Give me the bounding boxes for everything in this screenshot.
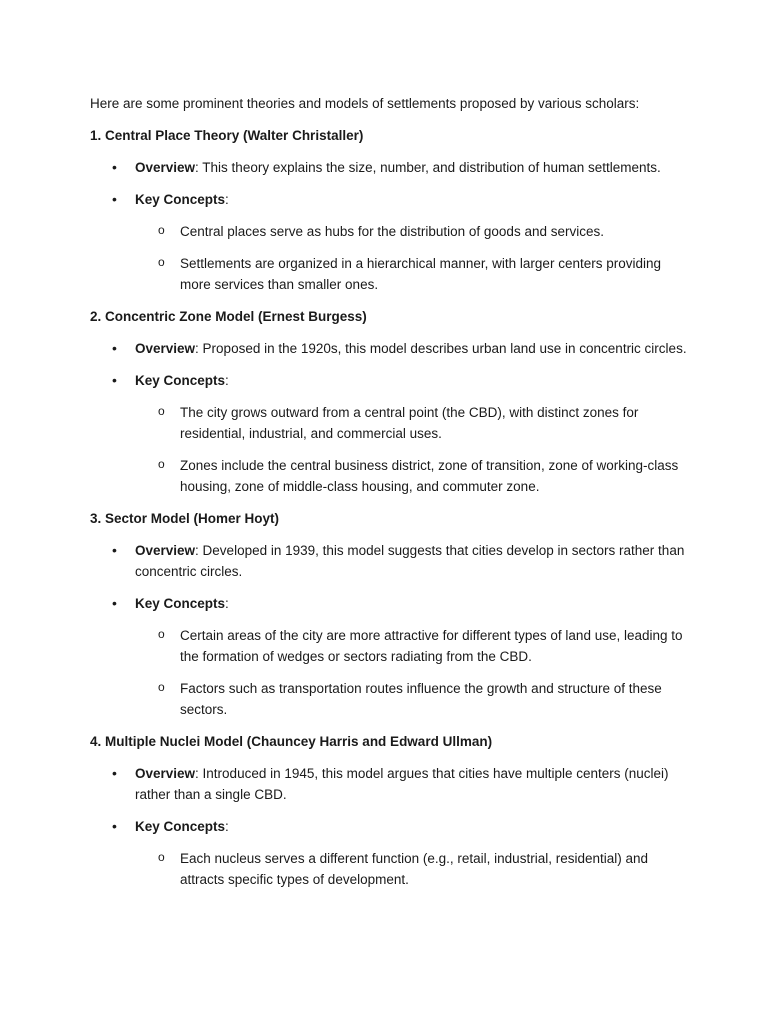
section-heading: 3. Sector Model (Homer Hoyt) bbox=[90, 511, 280, 526]
overview-bullet bbox=[90, 338, 690, 359]
section-3 bbox=[90, 508, 690, 720]
key-concepts-bullet bbox=[90, 593, 690, 720]
key-concepts-colon: : bbox=[225, 596, 229, 611]
key-concepts-colon: : bbox=[225, 819, 229, 834]
section-4 bbox=[90, 731, 690, 890]
key-concepts-label: Key Concepts bbox=[135, 819, 226, 834]
overview-bullet bbox=[90, 763, 690, 805]
document-content bbox=[90, 93, 690, 901]
sections-container bbox=[90, 125, 690, 890]
overview-text: : Proposed in the 1920s, this model describes urban land use in concentric circles. bbox=[195, 341, 687, 356]
section-bullet-list bbox=[90, 540, 690, 720]
concepts-list bbox=[135, 625, 690, 720]
overview-label: Overview bbox=[135, 341, 196, 356]
overview-bullet bbox=[90, 540, 690, 582]
key-concepts-label: Key Concepts bbox=[135, 373, 226, 388]
concepts-list bbox=[135, 402, 690, 497]
key-concepts-colon: : bbox=[225, 373, 229, 388]
concept-item: o Certain areas of the city are more attractive for different types of land use, leading to the formation of wedges or sectors radiating from the CBD. bbox=[135, 625, 690, 667]
section-bullet-list bbox=[90, 763, 690, 890]
overview-bullet bbox=[90, 157, 690, 178]
overview-label: Overview bbox=[135, 543, 196, 558]
concept-item: o The city grows outward from a central point (the CBD), with distinct zones for residential, industrial, and commercial uses. bbox=[135, 402, 690, 444]
intro-paragraph: Here are some prominent theories and models of settlements proposed by various scholars: bbox=[90, 96, 640, 111]
key-concepts-bullet bbox=[90, 189, 690, 295]
section-bullet-list bbox=[90, 157, 690, 295]
concept-item: o Factors such as transportation routes influence the growth and structure of these sectors. bbox=[135, 678, 690, 720]
key-concepts-bullet bbox=[90, 370, 690, 497]
concept-item: o Zones include the central business district, zone of transition, zone of working-class housing, zone of middle-class housing, and commuter zone. bbox=[135, 455, 690, 497]
key-concepts-label: Key Concepts bbox=[135, 596, 226, 611]
overview-text: : This theory explains the size, number, and distribution of human settlements. bbox=[195, 160, 661, 175]
key-concepts-colon: : bbox=[225, 192, 229, 207]
concept-item: o Settlements are organized in a hierarchical manner, with larger centers providing more services than smaller ones. bbox=[135, 253, 690, 295]
section-heading: 1. Central Place Theory (Walter Christaller) bbox=[90, 128, 364, 143]
section-bullet-list bbox=[90, 338, 690, 497]
key-concepts-label: Key Concepts bbox=[135, 192, 226, 207]
section-1 bbox=[90, 125, 690, 295]
overview-label: Overview bbox=[135, 766, 196, 781]
concept-item: o Central places serve as hubs for the distribution of goods and services. bbox=[135, 221, 690, 242]
overview-text: : Developed in 1939, this model suggests that cities develop in sectors rather than concentric circles. bbox=[135, 543, 685, 579]
concept-item: o Each nucleus serves a different function (e.g., retail, industrial, residential) and attracts specific types of development. bbox=[135, 848, 690, 890]
key-concepts-bullet bbox=[90, 816, 690, 890]
section-heading: 4. Multiple Nuclei Model (Chauncey Harris and Edward Ullman) bbox=[90, 734, 493, 749]
section-heading: 2. Concentric Zone Model (Ernest Burgess) bbox=[90, 309, 367, 324]
section-2 bbox=[90, 306, 690, 497]
concepts-list bbox=[135, 848, 690, 890]
overview-label: Overview bbox=[135, 160, 196, 175]
concepts-list bbox=[135, 221, 690, 295]
overview-text: : Introduced in 1945, this model argues that cities have multiple centers (nuclei) rather than a single CBD. bbox=[135, 766, 669, 802]
